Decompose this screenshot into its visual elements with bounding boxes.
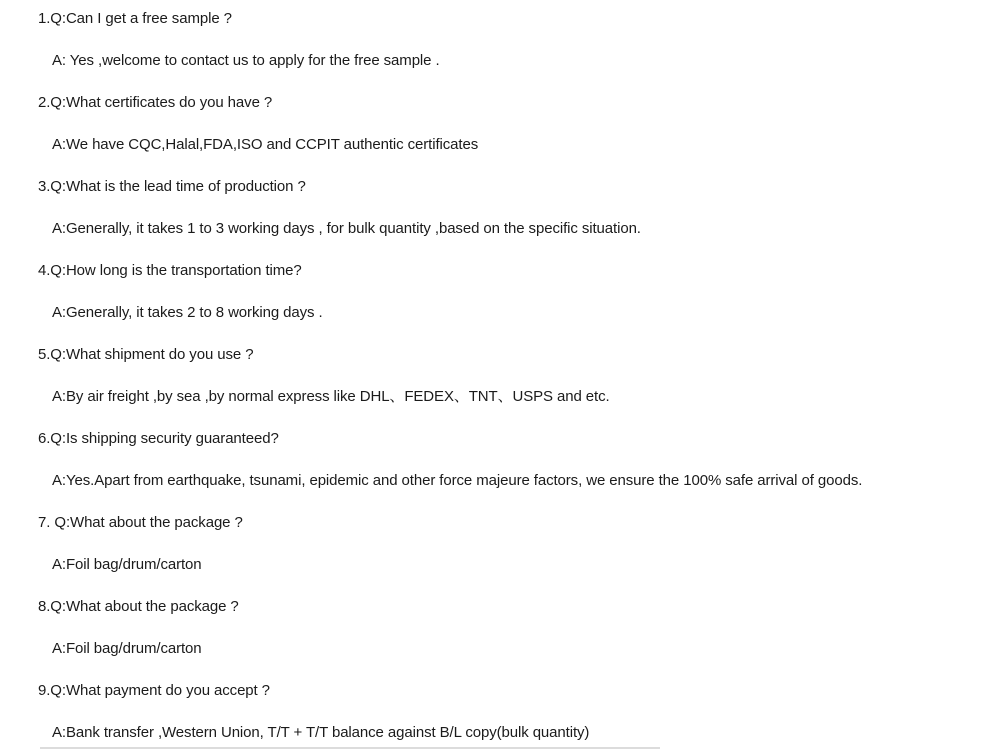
faq-question: 9.Q:What payment do you accept ? xyxy=(38,682,270,699)
faq-question: 7. Q:What about the package ? xyxy=(38,514,243,531)
faq-question: 6.Q:Is shipping security guaranteed? xyxy=(38,430,279,447)
cutoff-next-line xyxy=(40,747,660,749)
faq-answer: A:Generally, it takes 1 to 3 working days , for bulk quantity ,based on the specific situation. xyxy=(52,220,641,237)
faq-question: 8.Q:What about the package ? xyxy=(38,598,239,615)
faq-question: 5.Q:What shipment do you use ? xyxy=(38,346,254,363)
faq-answer: A:Yes.Apart from earthquake, tsunami, epidemic and other force majeure factors, we ensure the 100% safe arrival of goods. xyxy=(52,472,863,489)
faq-answer: A:We have CQC,Halal,FDA,ISO and CCPIT authentic certificates xyxy=(52,136,479,153)
faq-answer: A:Foil bag/drum/carton xyxy=(52,640,202,657)
faq-answer: A: Yes ,welcome to contact us to apply for the free sample . xyxy=(52,52,440,69)
faq-question: 3.Q:What is the lead time of production ? xyxy=(38,178,306,195)
faq-answer: A:Bank transfer ,Western Union, T/T + T/T balance against B/L copy(bulk quantity) xyxy=(52,724,590,741)
faq-question: 2.Q:What certificates do you have ? xyxy=(38,94,273,111)
faq-question: 4.Q:How long is the transportation time? xyxy=(38,262,302,279)
faq-answer: A:By air freight ,by sea ,by normal express like DHL、FEDEX、TNT、USPS and etc. xyxy=(52,388,610,405)
faq-answer: A:Foil bag/drum/carton xyxy=(52,556,202,573)
faq-answer: A:Generally, it takes 2 to 8 working days . xyxy=(52,304,323,321)
faq-question: 1.Q:Can I get a free sample ? xyxy=(38,10,232,27)
